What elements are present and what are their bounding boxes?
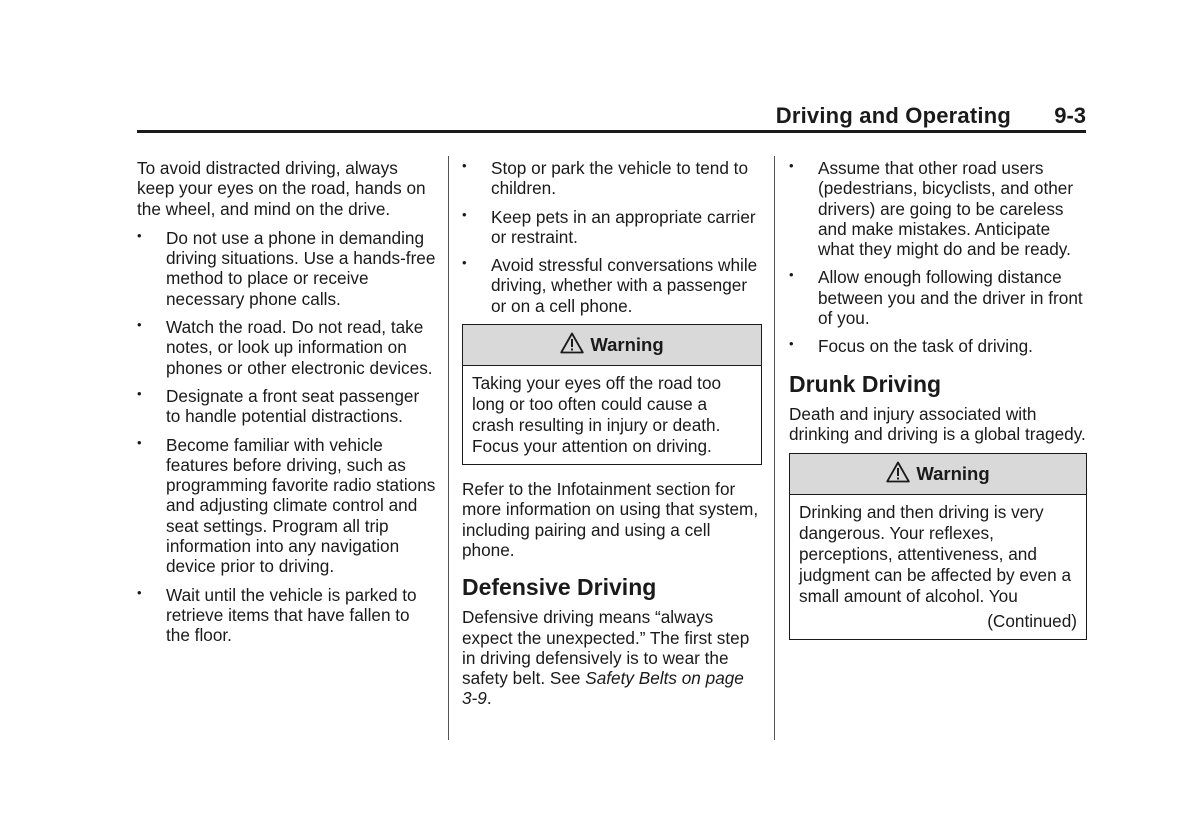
- bullet-icon: •: [462, 158, 467, 173]
- defensive-driving-paragraph: Defensive driving means “always expect the unexpected.” The first step in driving defensively is to wear the safety belt. See Safety Belts on page 3-9.: [462, 607, 750, 709]
- drunk-driving-paragraph: Death and injury associated with drinking and driving is a global tragedy.: [789, 403, 1086, 444]
- column-divider: [448, 156, 449, 740]
- bullet-icon: •: [789, 158, 794, 173]
- continued-label: (Continued): [987, 611, 1077, 632]
- defensive-tips-list: [789, 158, 1087, 357]
- column-3: [789, 158, 1087, 654]
- bullet-icon: •: [462, 255, 467, 271]
- drunk-driving-heading: Drunk Driving: [789, 370, 942, 397]
- warning-header: [463, 325, 761, 366]
- column-1: [137, 158, 437, 654]
- bullet-icon: •: [137, 434, 142, 450]
- column-divider: [774, 156, 775, 740]
- warning-box: [462, 324, 762, 465]
- warning-triangle-icon: [886, 461, 910, 483]
- list-item: • Assume that other road users (pedestrians, bicyclists, and other drivers) are going to be careless and make mistakes. Anticipate what they might do and be ready.: [789, 158, 1074, 260]
- page-header: [137, 100, 1086, 133]
- list-item: • Wait until the vehicle is parked to retrieve items that have fallen to the floor.: [137, 584, 417, 646]
- list-item: • Focus on the task of driving.: [789, 336, 1033, 357]
- warning-text: Taking your eyes off the road too long or too often could cause a crash resulting in injury or death. Focus your attention on driving.: [472, 373, 722, 457]
- bullet-icon: •: [462, 206, 467, 222]
- bullet-icon: •: [137, 227, 142, 243]
- infotainment-paragraph: Refer to the Infotainment section for more information on using that system, including pairing and using a cell phone.: [462, 479, 759, 560]
- intro-paragraph: To avoid distracted driving, always keep your eyes on the road, hands on the wheel, and mind on the drive.: [137, 158, 426, 219]
- bullet-icon: •: [789, 336, 794, 352]
- warning-title: Warning: [590, 334, 664, 356]
- warning-text-container: [790, 495, 1086, 639]
- warning-header: [790, 454, 1086, 495]
- list-item: • Keep pets in an appropriate carrier or restraint.: [462, 206, 756, 247]
- column-2: [462, 158, 762, 718]
- list-item: • Avoid stressful conversations while driving, whether with a passenger or on a cell phone.: [462, 255, 758, 316]
- list-item: • Allow enough following distance between you and the driver in front of you.: [789, 267, 1083, 329]
- list-item: • Do not use a phone in demanding driving situations. Use a hands-free method to place or receive necessary phone calls.: [137, 227, 436, 309]
- distraction-tips-list: [137, 228, 437, 646]
- list-item: • Watch the road. Do not read, take notes, or look up information on phones or other electronic devices.: [137, 317, 433, 378]
- cross-reference-link[interactable]: Safety Belts on page 3-9: [462, 668, 744, 709]
- page-number: 9-3: [1054, 103, 1086, 128]
- bullet-icon: •: [789, 267, 794, 283]
- bullet-icon: •: [137, 317, 142, 333]
- warning-text: Drinking and then driving is very dangerous. Your reflexes, perceptions, attentiveness, and judgment can be affected by even a small amount of alcohol. You: [799, 502, 1072, 607]
- warning-title: Warning: [916, 463, 990, 485]
- bullet-icon: •: [137, 584, 142, 600]
- warning-triangle-icon: [560, 332, 584, 354]
- list-item: • Stop or park the vehicle to tend to children.: [462, 158, 749, 199]
- section-title: Driving and Operating: [775, 103, 1011, 128]
- warning-box: [789, 453, 1087, 640]
- distraction-tips-list-cont: [462, 158, 762, 316]
- list-item: • Designate a front seat passenger to handle potential distractions.: [137, 385, 420, 427]
- defensive-driving-heading: Defensive Driving: [462, 574, 657, 601]
- bullet-icon: •: [137, 385, 142, 401]
- list-item: • Become familiar with vehicle features before driving, such as programming favorite radio stations and adjusting climate control and seat settings. Program all trip information into any navigation device prior to driving.: [137, 434, 436, 577]
